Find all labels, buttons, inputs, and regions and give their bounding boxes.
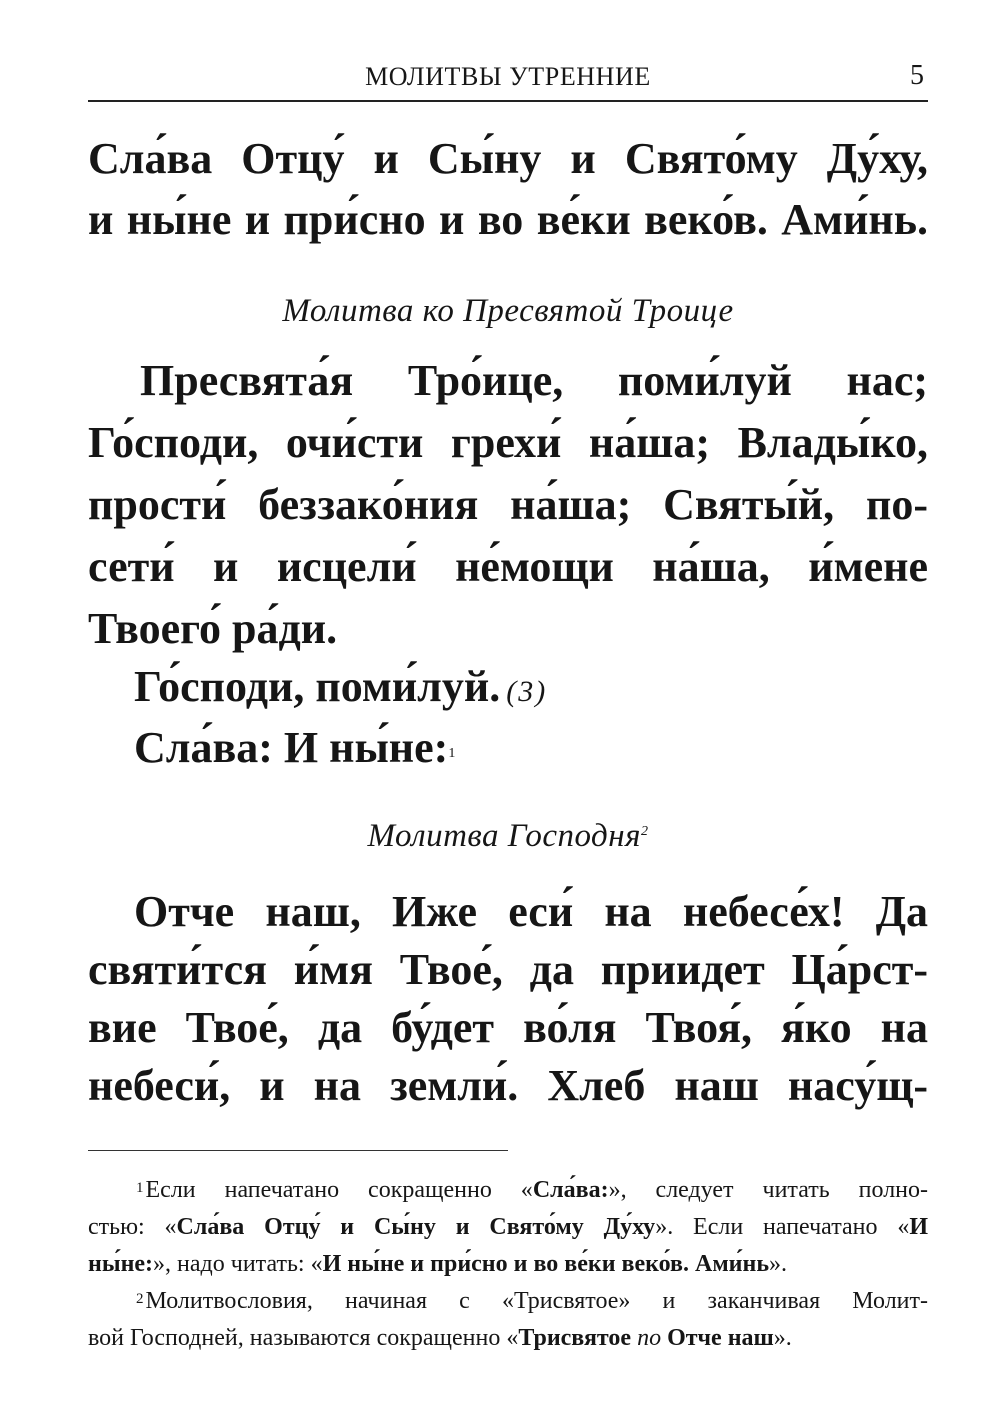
footnote-text: ». [769,1251,788,1277]
text-line: прости́ беззако́ния на́ша; Святы́й, по- [88,480,928,529]
rubric-lords-prayer [88,818,928,855]
text-line: сети́ и исцели́ не́мощи на́ша, и́мене [88,542,928,591]
footnote-2-line [88,1283,928,1320]
footnote-bold-text: ны́не: [88,1251,154,1277]
footnote-2-line [88,1320,928,1357]
text-line: небеси́, и на земли́. Хлеб наш насу́щ- [88,1061,928,1110]
footnote-text: Если напечатано сокращенно « [145,1177,533,1203]
footnote-1-line [88,1246,928,1283]
footnote-italic-text: по [637,1325,662,1351]
text-line: Го́споди, очи́сти грехи́ на́ша; Влады́ко, [88,418,928,467]
footnote-1-line [88,1209,928,1246]
footnote-mark-1: 1 [136,1180,144,1196]
footnote-text: стью: « [88,1214,177,1240]
header-title: МОЛИТВЫ УТРЕННИЕ [365,62,651,91]
text-line: Отче наш, Иже еси́ на небесе́х! Да [134,887,928,936]
footnote-text: вой Господней, называются сокращенно « [88,1325,519,1351]
text-line: вие Твое́, да бу́дет во́ля Твоя́, я́ко на [88,1003,928,1052]
footnote-bold-text: И ны́не и при́сно и во ве́ки веко́в. Ами́нь [322,1251,770,1277]
text-line: Твоего́ ра́ди. [88,604,338,653]
text-line: святи́тся и́мя Твое́, да приидет Ца́рст- [88,945,928,994]
rubric-trinity-prayer: Молитва ко Пресвятой Троице [282,293,734,329]
footnote-text: », следует читать полно- [608,1177,929,1203]
repeat-count-note: (3) [506,675,548,708]
text-line: и ны́не и при́сно и во ве́ки веко́в. Ами́нь. [88,195,928,244]
footnote-divider [88,1150,508,1151]
footnote-bold-text: Трисвятое [518,1325,632,1351]
rubric-lords-title: Молитва Господня [367,818,641,854]
footnote-bold-text: Сла́ва Отцу́ и Сы́ну и Свято́му Ду́ху [176,1214,656,1240]
footnote-ref-2[interactable]: 2 [640,824,649,839]
footnote-text: ». Если напечатано « [655,1214,910,1240]
footnote-1-line [88,1172,928,1209]
trinity-prayer-paragraph [88,350,928,660]
footnote-bold-text: И [909,1214,929,1240]
footnote-bold-text: Отче наш [667,1325,774,1351]
lord-have-mercy-text: Го́споди, поми́луй. [134,662,501,711]
doxology-paragraph [88,128,928,250]
footnotes-section [88,1172,928,1357]
text-line: Пресвята́я Тро́ице, поми́луй нас; [140,356,928,405]
lords-prayer-paragraph [88,883,928,1115]
footnote-bold-text: Сла́ва: [532,1177,609,1203]
glory-now-text: Сла́ва: И ны́не: [134,723,449,772]
running-header [88,60,928,102]
short-prayers [88,659,928,776]
footnote-ref-1[interactable]: 1 [448,746,456,761]
lord-have-mercy-line [88,659,928,720]
page-number: 5 [910,60,924,91]
footnote-mark-2: 2 [136,1291,144,1307]
text-line: Сла́ва Отцу́ и Сы́ну и Свято́му Ду́ху, [88,134,928,183]
glory-now-line [88,720,928,776]
footnote-text: », надо читать: « [153,1251,323,1277]
footnote-text: ». [773,1325,792,1351]
footnote-text: Молитвословия, начиная с «Трисвятое» и заканчивая Молит- [145,1288,928,1314]
